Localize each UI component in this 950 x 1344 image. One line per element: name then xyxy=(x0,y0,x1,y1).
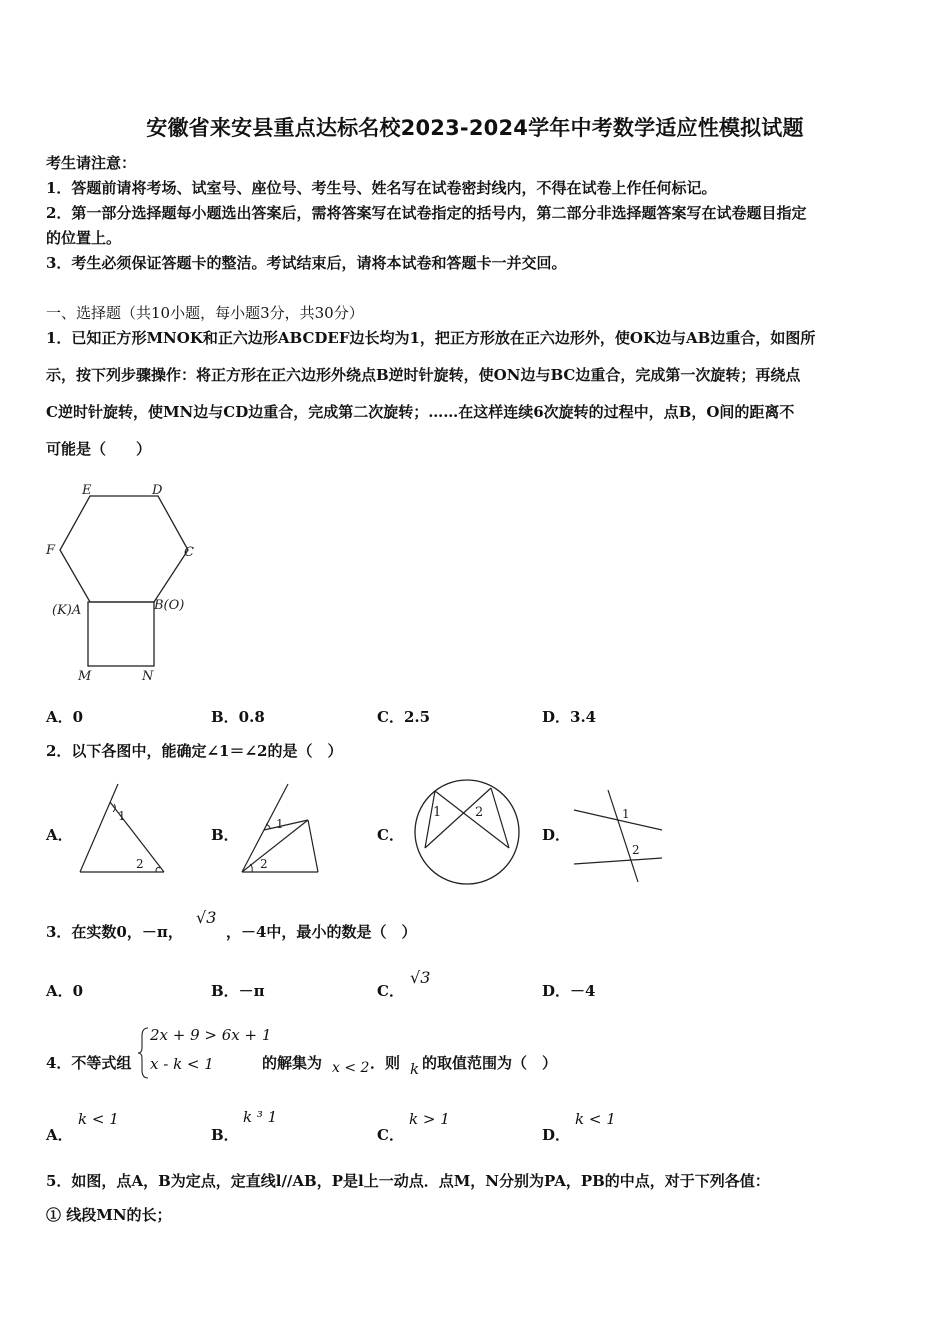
angle-label-1: 1 xyxy=(276,817,284,831)
figure-label-f: F xyxy=(46,543,56,558)
angle-label-2: 2 xyxy=(632,843,640,857)
q4-mid2: ．则 xyxy=(370,1054,401,1072)
q4-k: k xyxy=(410,1060,420,1078)
angle-label-2: 2 xyxy=(260,857,268,871)
angle-label-1: 1 xyxy=(622,807,630,821)
q1-hexagon-figure xyxy=(40,478,210,688)
figure-label-d: D xyxy=(152,483,163,498)
notice-item: 1．答题前请将考场、试室号、座位号、考生号、姓名写在试卷密封线内，不得在试卷上作任何标记。 xyxy=(46,179,717,197)
figure-label-m: M xyxy=(78,669,92,684)
q4-inequality-1: 2x + 9 > 6x + 1 xyxy=(150,1026,272,1044)
q3-option-c: C． xyxy=(377,982,404,1000)
q4-inequality-2: x - k < 1 xyxy=(150,1055,214,1073)
section-heading: 一、选择题（共10小题，每小题3分，共30分） xyxy=(46,304,364,322)
q2-figure-d xyxy=(570,786,670,886)
q4-option-d-math: k < 1 xyxy=(575,1110,616,1128)
q4-option-a-math: k < 1 xyxy=(78,1110,119,1128)
q2-option-c: C． xyxy=(377,826,404,844)
q2-figure-b xyxy=(238,780,328,880)
figure-label-bo: B(O) xyxy=(154,598,185,613)
q2-figure-c xyxy=(413,776,523,888)
q5-stem: 5．如图，点A，B为定点，定直线l//AB，P是l上一动点．点M，N分别为PA，PB的中点，对于下列各值： xyxy=(46,1172,770,1190)
brace-icon xyxy=(138,1026,150,1080)
q1-line: C逆时针旋转，使MN边与CD边重合，完成第二次旋转；……在这样连续6次旋转的过程中，点B，O间的距离不 xyxy=(46,403,795,421)
q3-option-d: D．－4 xyxy=(542,982,596,1000)
q4-mid: 的解集为 xyxy=(262,1054,323,1072)
figure-label-e: E xyxy=(82,483,92,498)
angle-label-1: 1 xyxy=(433,805,442,820)
q4-label: 4．不等式组 xyxy=(46,1054,132,1072)
q2-option-d: D． xyxy=(542,826,571,844)
notice-item: 的位置上。 xyxy=(46,229,122,247)
q1-option-c: C．2.5 xyxy=(377,708,431,726)
q1-line: 示，按下列步骤操作：将正方形在正六边形外绕点B逆时针旋转，使ON边与BC边重合，完成第一次旋转；再绕点 xyxy=(46,366,801,384)
q2-stem: 2．以下各图中，能确定∠1＝∠2的是（ ） xyxy=(46,742,343,760)
notice-item: 3．考生必须保证答题卡的整洁。考试结束后，请将本试卷和答题卡一并交回。 xyxy=(46,254,567,272)
q4-option-b: B． xyxy=(211,1126,239,1144)
q3-option-c-math: √3 xyxy=(410,968,431,987)
q4-option-d: D． xyxy=(542,1126,571,1144)
q4-option-a: A． xyxy=(46,1126,73,1144)
q4-option-c-math: k > 1 xyxy=(409,1110,450,1128)
q3-sqrt: √3 xyxy=(196,908,217,927)
q3-option-b: B．－π xyxy=(211,982,265,1000)
figure-label-n: N xyxy=(142,669,154,684)
q5-item-1: ① 线段MN的长； xyxy=(46,1206,172,1224)
q1-line: 1．已知正方形MNOK和正六边形ABCDEF边长均为1，把正方形放在正六边形外，使OK边与AB边重合，如图所 xyxy=(46,329,816,347)
figure-label-c: C xyxy=(184,545,194,560)
angle-label-2: 2 xyxy=(136,857,144,871)
q2-figure-a xyxy=(76,780,176,880)
q3-stem-a: 3．在实数0，－π， xyxy=(46,923,183,941)
page-title: 安徽省来安县重点达标名校2023-2024学年中考数学适应性模拟试题 xyxy=(146,116,804,140)
q3-option-a: A．0 xyxy=(46,982,84,1000)
q1-option-d: D．3.4 xyxy=(542,708,597,726)
q4-option-c: C． xyxy=(377,1126,404,1144)
angle-label-1: 1 xyxy=(118,809,126,823)
q4-option-b-math: k ³ 1 xyxy=(243,1108,278,1126)
q2-option-a: A． xyxy=(46,826,73,844)
q1-line: 可能是（ ） xyxy=(46,440,152,458)
q3-stem-b: ，－4中，最小的数是（ ） xyxy=(226,923,417,941)
q1-option-b: B．0.8 xyxy=(211,708,265,726)
q4-solution: x < 2 xyxy=(332,1060,370,1076)
q1-option-a: A．0 xyxy=(46,708,84,726)
notice-heading: 考生请注意： xyxy=(46,154,137,172)
q2-option-b: B． xyxy=(211,826,239,844)
angle-label-2: 2 xyxy=(475,805,484,820)
q4-end: 的取值范围为（ ） xyxy=(422,1054,558,1072)
notice-item: 2．第一部分选择题每小题选出答案后，需将答案写在试卷指定的括号内，第二部分非选择题答案写在试卷题目指定 xyxy=(46,204,807,222)
figure-label-ka: (K)A xyxy=(52,603,82,618)
